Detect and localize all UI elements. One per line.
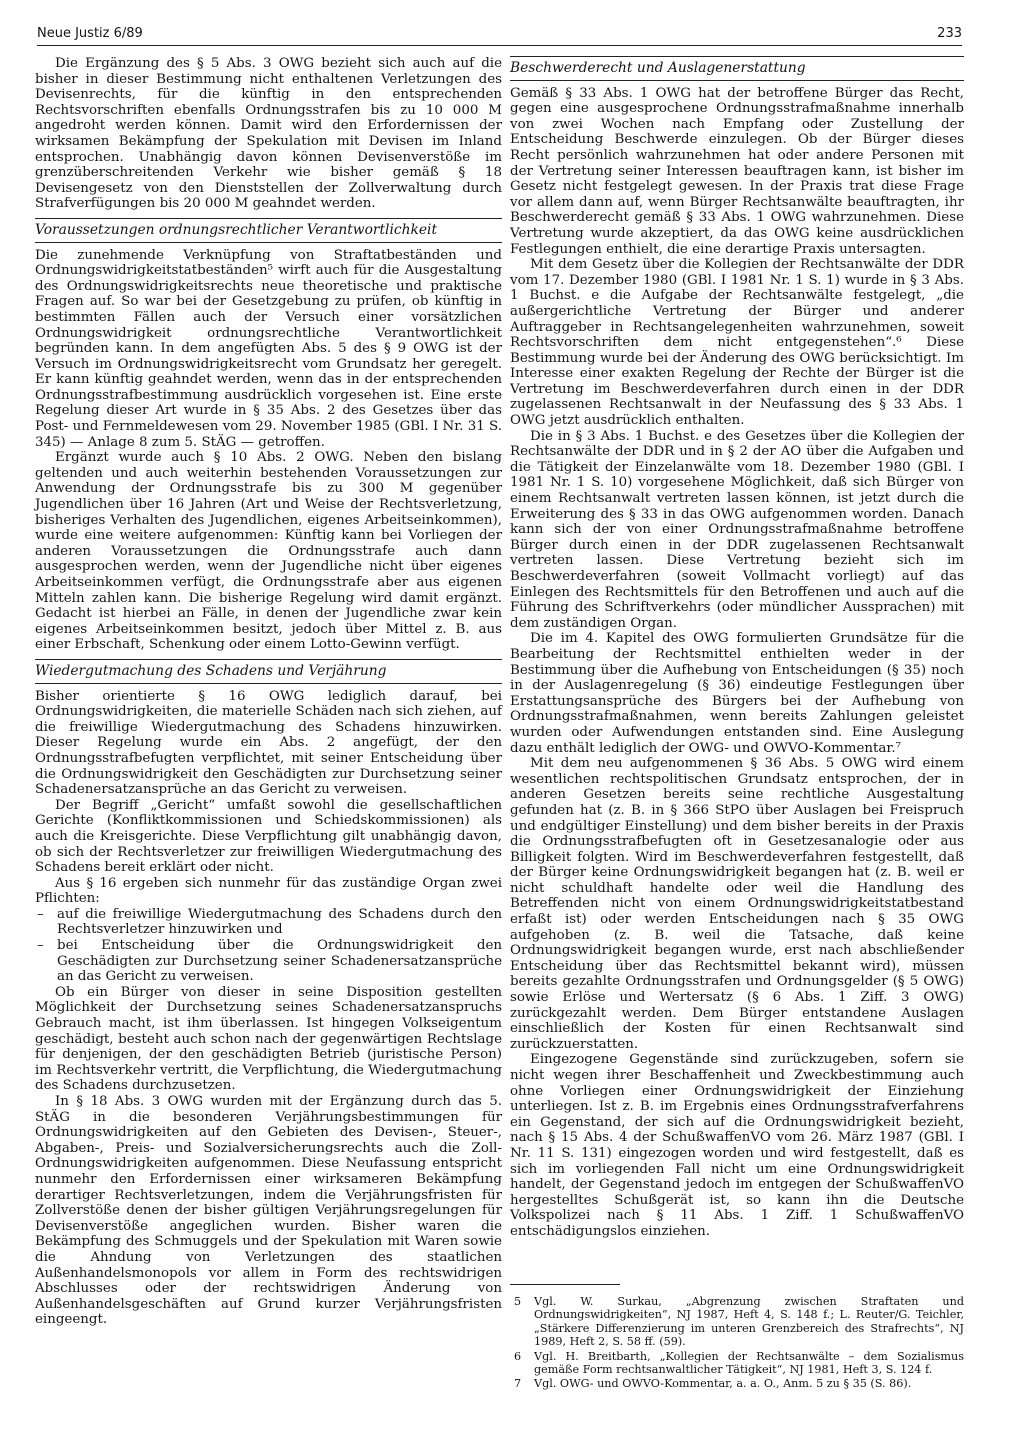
- header-rule: [37, 45, 962, 46]
- footnote-text: Vgl. H. Breitbarth, „Kollegien der Rechtsanwälte – dem Sozialismus gemäße Form rechtsanwaltlicher Tätigkeit“, NJ 1981, Heft 3, S. 124 f.: [534, 1349, 964, 1377]
- paragraph: Ergänzt wurde auch § 10 Abs. 2 OWG. Neben den bislang geltenden und auch weiterhin bestehenden Voraussetzungen zur Anwendung der Ordnungsstrafe bis zu 300 M gegenüber Jugendlichen über 16 Jahren (Art und Weise der Rechtsverletzung, bisheriges Verhalten des Jugendlichen, eigenes Arbeitseinkommen), wurde eine weitere aufgenommen: Künftig kann bei Vorliegen der anderen Voraussetzungen die Ordnungsstrafe auch dann ausgesprochen werden, wenn der Jugendliche nicht über eigenes Arbeitseinkommen verfügt, die Ordnungsstrafe aber aus eigenen Mitteln zahlen kann. Die bisherige Regelung wird damit ergänzt. Gedacht ist hierbei an Fälle, in denen der Jugendliche zwar kein eigenes Arbeitseinkommen besitzt, jedoch über Mittel z. B. aus einer Erbschaft, Schenkung oder einem Lotto-Gewinn verfügt.: [35, 450, 502, 653]
- paragraph: Die in § 3 Abs. 1 Buchst. e des Gesetzes über die Kollegien der Rechtsanwälte der DDR und in § 2 der AO über die Aufgaben und die Tätigkeit der Einzelanwälte vom 18. Dezember 1980 (GBl. I 1981 Nr. 1 S. 10) vorgesehene Möglichkeit, daß sich Bürger von einem Rechtsanwalt vertreten lassen können, ist jetzt durch die Erweiterung des § 33 in das OWG aufgenommen worden. Danach kann sich der von einer Ordnungsstrafmaßnahme betroffene Bürger durch einen in der DDR zugelassenen Rechtsanwalt vertreten lassen. Diese Vertretung bezieht sich im Beschwerdeverfahren (soweit Vollmacht vorliegt) auf das Einlegen des Rechtsmittels für den Betroffenen und auch auf die Führung des Schriftverkehrs (oder mündlicher Aussprachen) mit dem zuständigen Organ.: [510, 428, 964, 631]
- footnote: [510, 1295, 964, 1349]
- footnote-number: 6: [514, 1349, 522, 1363]
- paragraph: Die zunehmende Verknüpfung von Straftatbeständen und Ordnungswidrigkeitstatbeständen⁵ wirft auch für die Ausgestaltung des Ordnungswidrigkeitsrechts neue theoretische und praktische Fragen auf. So war bei der Gesetzgebung zu prüfen, ob künftig in bestimmten Fällen auch der Versuch einer vorsätzlichen Ordnungswidrigkeit ordnungsrechtliche Verantwortlichkeit begründen kann. In dem angefügten Abs. 5 des § 9 OWG ist der Versuch im Ordnungswidrigkeitsrecht vom Grundsatz her geregelt. Er kann künftig geahndet werden, wenn das in der entsprechenden Ordnungsstrafbestimmung ausdrücklich vorgesehen ist. Eine erste Regelung dieser Art wurde in § 35 Abs. 2 des Gesetzes über das Post- und Fernmeldewesen vom 29. November 1985 (GBl. I Nr. 31 S. 345) — Anlage 8 zum 5. StÄG — getroffen.: [35, 247, 502, 450]
- paragraph: Mit dem neu aufgenommenen § 36 Abs. 5 OWG wird einem wesentlichen rechtspolitischen Grundsatz entsprochen, der in anderen Gesetzen bereits seine rechtliche Ausgestaltung gefunden hat (z. B. in § 366 StPO über Auslagen bei Freispruch und endgültiger Einstellung) und dem bisher bereits in der Praxis die Ordnungsstrafbefugten oft in Gesetzesanalogie oder aus Billigkeit folgten. Wird im Beschwerdeverfahren festgestellt, daß der Bürger keine Ordnungswidrigkeit begangen hat (z. B. weil er nicht schuldhaft handelte oder weil die Handlung des Betreffenden nicht von einem Ordnungswidrigkeitstatbestand erfaßt ist) oder werden Entscheidungen nach § 35 OWG aufgehoben (z. B. weil die Tatsache, daß keine Ordnungswidrigkeit begangen wurde, erst nach abschließender Entscheidung über das Rechtsmittel bekannt wird), müssen bereits gezahlte Ordnungsstrafen und Ordnungsgelder (§ 5 OWG) sowie Erlöse und Wertersatz (§ 6 Abs. 1 Ziff. 3 OWG) zurückgezahlt werden. Dem Bürger entstandene Auslagen einschließlich der Kosten für einen Rechtsanwalt sind zurückzuerstatten.: [510, 756, 964, 1052]
- right-column: [510, 56, 964, 1240]
- page-number: 233: [937, 26, 962, 41]
- footnote-text: Vgl. W. Surkau, „Abgrenzung zwischen Straftaten und Ordnungswidrigkeiten“, NJ 1987, Heft 4, S. 148 f.; L. Reuter/G. Teichler, „Stärkere Differenzierung im unteren Grenzbereich des Strafrechts“, NJ 1989, Heft 2, S. 58 ff. (59).: [534, 1295, 964, 1349]
- paragraph: Bisher orientierte § 16 OWG lediglich darauf, bei Ordnungswidrigkeiten, die materielle Schäden nach sich ziehen, auf die freiwillige Wiedergutmachung des Schadens hinzuwirken. Dieser Regelung wurde ein Abs. 2 angefügt, der den Ordnungsstrafbefugten verpflichtet, mit seiner Entscheidung über die Ordnungswidrigkeit den Geschädigten zur Durchsetzung seiner Schadenersatzansprüche an das Gericht zu verweisen.: [35, 688, 502, 798]
- paragraph: In § 18 Abs. 3 OWG wurden mit der Ergänzung durch das 5. StÄG in die besonderen Verjährungsbestimmungen für Ordnungswidrigkeiten auf den Gebieten des Devisen-, Steuer-, Abgaben-, Preis- und Sozialversicherungsrechts auch die Zoll-Ordnungswidrigkeiten aufgenommen. Diese Neufassung entspricht nunmehr den Erfordernissen einer wirksameren Bekämpfung derartiger Rechtsverletzungen, indem die Verjährungsfristen für Zollverstöße denen der bisher gültigen Verjährungsregelungen für Devisenverstöße angeglichen wurden. Bisher waren die Bekämpfung des Schmuggels und der Spekulation mit Waren sowie die Ahndung von Verletzungen des staatlichen Außenhandelsmonopols vor allem in Form des rechtswidrigen Abschlusses oder der rechtswidrigen Änderung von Außenhandelsgeschäften auf Grund kurzer Verjährungsfristen eingeengt.: [35, 1094, 502, 1328]
- list-item: – bei Entscheidung über die Ordnungswidrigkeit den Geschädigten zur Durchsetzung seiner Schadenersatzansprüche an das Gericht zu verweisen.: [35, 938, 502, 985]
- footnote-text: Vgl. OWG- und OWVO-Kommentar, a. a. O., Anm. 5 zu § 35 (S. 86).: [534, 1377, 912, 1391]
- left-column: [35, 56, 502, 1328]
- paragraph: Der Begriff „Gericht“ umfaßt sowohl die gesellschaftlichen Gerichte (Konfliktkommissionen und Schiedskommissionen) als auch die Kreisgerichte. Diese Verpflichtung gilt unabhängig davon, ob sich der Rechtsverletzer zur freiwilligen Wiedergutmachung des Schadens bereit erklärt oder nicht.: [35, 797, 502, 876]
- list-item: – auf die freiwillige Wiedergutmachung des Schadens durch den Rechtsverletzer hinzuwirken und: [35, 907, 502, 938]
- paragraph: Aus § 16 ergeben sich nunmehr für das zuständige Organ zwei Pflichten:: [35, 875, 502, 907]
- footnote: [510, 1377, 964, 1390]
- paragraph: Mit dem Gesetz über die Kollegien der Rechtsanwälte der DDR vom 17. Dezember 1980 (GBl. I 1981 Nr. 1 S. 1) wurde in § 3 Abs. 1 Buchst. e die Aufgabe der Rechtsanwälte festgelegt, „die außergerichtliche Vertretung der Bürger und anderer Auftraggeber in Rechtsangelegenheiten wahrzunehmen, soweit Rechtsvorschriften dem nicht entgegenstehen“.⁶ Diese Bestimmung wurde bei der Änderung des OWG berücksichtigt. Im Interesse einer exakten Regelung der Rechte der Bürger ist die Vertretung im Beschwerdeverfahren durch einen in der DDR zugelassenen Rechtsanwalt in der Neufassung des § 33 Abs. 1 OWG jetzt ausdrücklich enthalten.: [510, 257, 964, 429]
- duties-list: [35, 907, 502, 985]
- paragraph: Die im 4. Kapitel des OWG formulierten Grundsätze für die Bearbeitung der Rechtsmittel enthielten weder in der Bestimmung über die Aufhebung von Entscheidungen (§ 35) noch in der Auslagenregelung (§ 36) eindeutige Festlegungen über Erstattungsansprüche des Bürgers bei der Aufhebung von Ordnungsstrafmaßnahmen, wenn bereits Zahlungen geleistet wurden oder Aufwendungen entstanden sind. Eine Auslegung dazu enthält lediglich der OWG- und OWVO-Kommentar.⁷: [510, 631, 964, 756]
- intro-paragraph: Die Ergänzung des § 5 Abs. 3 OWG bezieht sich auch auf die bisher in dieser Bestimmung nicht enthaltenen Verletzungen des Devisenrechts, für die künftig in den entsprechenden Rechtsvorschriften ebenfalls Ordnungsstrafen bis zu 10 000 M angedroht werden können. Damit wird den Erfordernissen der wirksamen Bekämpfung der Spekulation mit Devisen im Inland entsprochen. Unabhängig davon können Devisenverstöße im grenzüberschreitenden Verkehr wie bisher gemäß § 18 Devisengesetz von den Dienststellen der Zollverwaltung durch Strafverfügungen bis 20 000 M geahndet werden.: [35, 56, 502, 212]
- section-heading-verantwortlichkeit: Voraussetzungen ordnungsrechtlicher Verantwortlichkeit: [35, 218, 502, 243]
- paragraph: Eingezogene Gegenstände sind zurückzugeben, sofern sie nicht wegen ihrer Beschaffenheit und Zweckbestimmung auch ohne Vorliegen einer Ordnungswidrigkeit der Einziehung unterliegen. Ist z. B. im Ergebnis eines Ordnungsstrafverfahrens ein Gegenstand, der sich auf die Ordnungswidrigkeit bezieht, nach § 15 Abs. 4 der SchußwaffenVO vom 26. März 1987 (GBl. I Nr. 11 S. 131) eingezogen worden und wird festgestellt, daß es sich im vorliegenden Fall nicht um eine Ordnungswidrigkeit handelt, der Gegenstand jedoch im entgegen der SchußwaffenVO hergestelltes Schußgerät ist, so kann ihn die Deutsche Volkspolizei nach § 11 Abs. 1 Ziff. 1 SchußwaffenVO entschädigungslos einziehen.: [510, 1052, 964, 1239]
- paragraph: Ob ein Bürger von dieser in seine Disposition gestellten Möglichkeit der Durchsetzung seines Schadenersatzanspruchs Gebrauch macht, ist ihm überlassen. Ist hingegen Volkseigentum geschädigt, besteht auch schon nach der gegenwärtigen Rechtslage für denjenigen, der den geschädigten Betrieb (juristische Person) im Rechtsverkehr vertritt, die Verpflichtung, die Wiedergutmachung des Schadens durchzusetzen.: [35, 984, 502, 1094]
- footnote: [510, 1350, 964, 1377]
- footnotes: [510, 1295, 964, 1392]
- footnote-rule: [510, 1284, 620, 1285]
- section-heading-beschwerderecht: Beschwerderecht und Auslagenerstattung: [510, 56, 964, 81]
- journal-header: Neue Justiz 6/89: [37, 26, 143, 41]
- footnote-number: 7: [514, 1377, 522, 1391]
- paragraph: Gemäß § 33 Abs. 1 OWG hat der betroffene Bürger das Recht, gegen eine ausgesprochene Ordnungsstrafmaßnahme innerhalb von zwei Wochen nach Empfang oder Zustellung der Entscheidung Beschwerde einzulegen. Ob der Bürger dieses Recht persönlich wahrzunehmen hat oder andere Personen mit der Vertretung seiner Interessen beauftragen kann, ist bisher im Gesetz nicht festgelegt gewesen. In der Praxis trat diese Frage vor allem dann auf, wenn Bürger Rechtsanwälte beauftragten, ihr Beschwerderecht gemäß § 33 Abs. 1 OWG wahrzunehmen. Diese Vertretung wurde akzeptiert, da das OWG keine ausdrücklichen Festlegungen enthielt, die eine derartige Praxis untersagten.: [510, 85, 964, 257]
- footnote-number: 5: [514, 1295, 522, 1308]
- section-heading-wiedergutmachung: Wiedergutmachung des Schadens und Verjährung: [35, 659, 502, 684]
